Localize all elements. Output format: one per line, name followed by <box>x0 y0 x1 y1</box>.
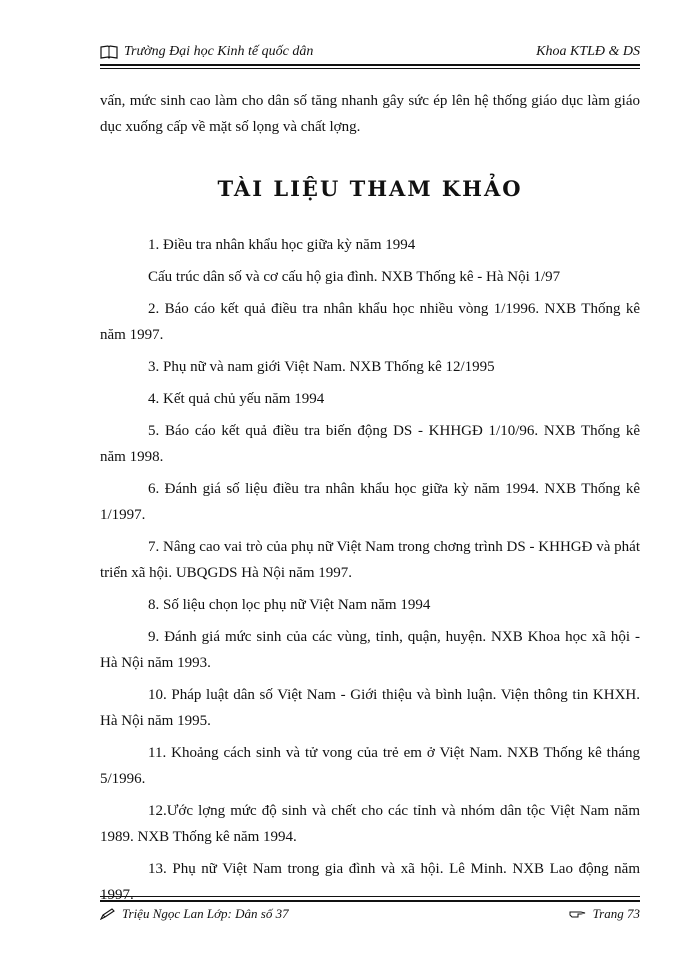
intro-paragraph: vấn, mức sinh cao làm cho dân số tăng nhanh gây sức ép lên hệ thống giáo dục làm giáo dục xuống cấp về mặt số lọng và chất lợng. <box>100 93 640 135</box>
reference-item: 8. Số liệu chọn lọc phụ nữ Việt Nam năm 1994 <box>148 597 431 613</box>
reference-item: 7. Nâng cao vai trò của phụ nữ Việt Nam trong chơng trình DS - KHHGĐ và phát triển xã hội. UBQGDS Hà Nội năm 1997. <box>100 539 640 581</box>
reference-list <box>100 232 640 908</box>
reference-item: 5. Báo cáo kết quả điều tra biến động DS - KHHGĐ 1/10/96. NXB Thống kê năm 1998. <box>100 423 640 465</box>
page-number: Trang 73 <box>592 906 640 921</box>
page-content <box>100 88 640 914</box>
reference-item: 9. Đánh giá mức sinh của các vùng, tỉnh, quận, huyện. NXB Khoa học xã hội - Hà Nội năm 1993. <box>100 629 640 671</box>
header-school: Trường Đại học Kinh tế quốc dân <box>124 44 314 59</box>
page-footer <box>100 906 640 926</box>
footer-rule-thin <box>100 896 640 897</box>
footer-left <box>100 906 289 922</box>
pen-icon <box>100 908 116 920</box>
page-header <box>100 42 640 64</box>
header-rule <box>100 64 640 66</box>
page-title: TÀI LIỆU THAM KHẢO <box>217 176 523 201</box>
reference-item: 4. Kết quả chủ yếu năm 1994 <box>148 391 325 407</box>
reference-item: 12.Ước lợng mức độ sinh và chết cho các tỉnh và nhóm dân tộc Việt Nam năm 1989. NXB Thống kê năm 1994. <box>100 803 640 845</box>
reference-item: 6. Đánh giá số liệu điều tra nhân khẩu học giữa kỳ năm 1994. NXB Thống kê 1/1997. <box>100 481 640 523</box>
reference-item: 3. Phụ nữ và nam giới Việt Nam. NXB Thống kê 12/1995 <box>148 359 495 375</box>
footer-rule <box>100 900 640 902</box>
header-faculty: Khoa KTLĐ & DS <box>536 44 640 59</box>
header-rule-thin <box>100 68 640 69</box>
book-icon <box>100 45 118 59</box>
reference-item: 1. Điều tra nhân khẩu học giữa kỳ năm 1994 <box>148 237 416 253</box>
reference-item: 10. Pháp luật dân số Việt Nam - Giới thiệu và bình luận. Viện thông tin KHXH. Hà Nội năm 1995. <box>100 687 640 729</box>
footer-author: Triệu Ngọc Lan Lớp: Dân số 37 <box>122 906 289 921</box>
reference-item: 11. Khoảng cách sinh và tử vong của trẻ em ở Việt Nam. NXB Thống kê tháng 5/1996. <box>100 745 640 787</box>
pointing-hand-icon <box>569 909 587 919</box>
reference-item: 13. Phụ nữ Việt Nam trong gia đình và xã hội. Lê Minh. NXB Lao động năm 1997. <box>100 861 640 903</box>
footer-right <box>569 906 640 922</box>
header-left <box>100 44 313 60</box>
reference-item: Cấu trúc dân số và cơ cấu hộ gia đình. NXB Thống kê - Hà Nội 1/97 <box>148 269 561 285</box>
reference-item: 2. Báo cáo kết quả điều tra nhân khẩu học nhiều vòng 1/1996. NXB Thống kê năm 1997. <box>100 301 640 343</box>
